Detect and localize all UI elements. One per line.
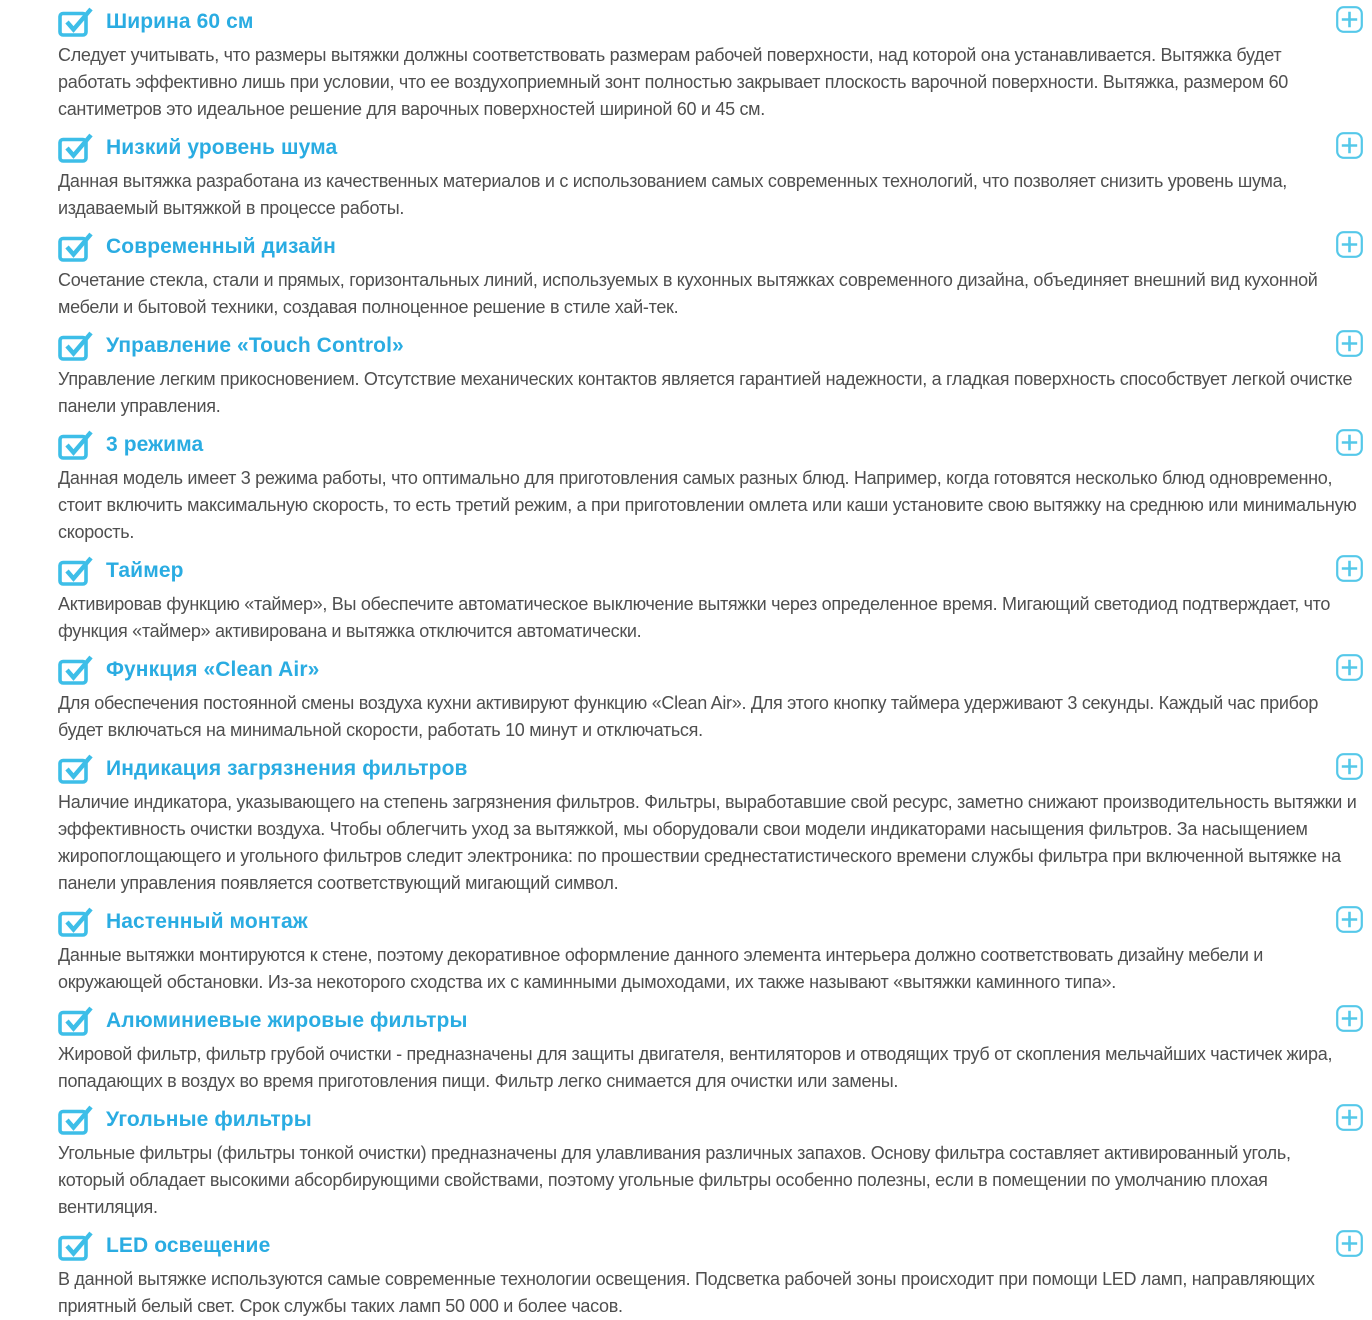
expand-plus-button[interactable] (1336, 231, 1363, 258)
feature-description: Управление легким прикосновением. Отсутствие механических контактов является гарантией надежности, а гладкая поверхность способствует легкой очистке панели управления. (58, 369, 1353, 416)
expand-plus-button[interactable] (1336, 1230, 1363, 1257)
feature-title: Алюминиевые жировые фильтры (106, 1009, 468, 1032)
feature-section (58, 330, 1363, 420)
plus-icon (1336, 906, 1363, 933)
checked-checkbox-icon (58, 655, 94, 685)
expand-plus-button[interactable] (1336, 1104, 1363, 1131)
feature-title: Функция «Clean Air» (106, 658, 320, 681)
feature-description: Жировой фильтр, фильтр грубой очистки - предназначены для защиты двигателя, вентиляторов и отводящих труб от скопления мельчайших частичек жира, попадающих в воздух во время приготовления пищи. Фильтр легко снимается для очистки или замены. (58, 1044, 1333, 1091)
checked-checkbox-icon (58, 556, 94, 586)
feature-header (58, 1230, 1363, 1262)
plus-icon (1336, 6, 1363, 33)
checked-checkbox-icon (58, 331, 94, 361)
feature-description: Для обеспечения постоянной смены воздуха кухни активируют функцию «Clean Air». Для этого кнопку таймера удерживают 3 секунды. Каждый час прибор будет включаться на минимальной скорости, работать 10 минут и отключаться. (58, 693, 1319, 740)
expand-plus-button[interactable] (1336, 906, 1363, 933)
feature-section (58, 555, 1363, 645)
feature-description: Угольные фильтры (фильтры тонкой очистки) предназначены для улавливания различных запахов. Основу фильтра составляет активированный уголь, который обладает высокими абсорбирующими свойствами, поэтому угольные фильтры особенно полезны, если в помещении по умолчанию плохая вентиляция. (58, 1143, 1291, 1217)
plus-icon (1336, 330, 1363, 357)
feature-section (58, 654, 1363, 744)
expand-plus-button[interactable] (1336, 132, 1363, 159)
checked-checkbox-icon (58, 754, 94, 784)
feature-title: Ширина 60 см (106, 10, 254, 33)
feature-description: Следует учитывать, что размеры вытяжки должны соответствовать размерам рабочей поверхности, над которой она устанавливается. Вытяжка будет работать эффективно лишь при условии, что ее воздухоприемный зонт полностью закрывает плоскость варочной поверхности. Вытяжка, размером 60 сантиметров это идеальное решение для варочных поверхностей шириной 60 и 45 см. (58, 45, 1289, 119)
feature-title: Современный дизайн (106, 235, 336, 258)
plus-icon (1336, 231, 1363, 258)
feature-title: Низкий уровень шума (106, 136, 338, 159)
feature-section (58, 1104, 1363, 1221)
feature-section (58, 429, 1363, 546)
feature-section (58, 1230, 1363, 1320)
feature-header (58, 330, 1363, 362)
checked-checkbox-icon (58, 133, 94, 163)
feature-header (58, 429, 1363, 461)
checked-checkbox-icon (58, 7, 94, 37)
checked-checkbox-icon (58, 232, 94, 262)
plus-icon (1336, 1005, 1363, 1032)
feature-section (58, 231, 1363, 321)
checked-checkbox-icon (58, 430, 94, 460)
feature-title: Угольные фильтры (106, 1108, 312, 1131)
feature-section (58, 132, 1363, 222)
feature-section (58, 753, 1363, 897)
feature-header (58, 6, 1363, 38)
plus-icon (1336, 132, 1363, 159)
checked-checkbox-icon (58, 1006, 94, 1036)
feature-header (58, 231, 1363, 263)
plus-icon (1336, 753, 1363, 780)
feature-description: Данные вытяжки монтируются к стене, поэтому декоративное оформление данного элемента интерьера должно соответствовать дизайну мебели и окружающей обстановки. Из-за некоторого сходства их с каминными дымоходами, их также называют «вытяжки каминного типа». (58, 945, 1264, 992)
feature-header (58, 1104, 1363, 1136)
checked-checkbox-icon (58, 1105, 94, 1135)
feature-section (58, 1005, 1363, 1095)
feature-header (58, 654, 1363, 686)
feature-title: Индикация загрязнения фильтров (106, 757, 468, 780)
feature-description: Данная вытяжка разработана из качественных материалов и с использованием самых современных технологий, что позволяет снизить уровень шума, издаваемый вытяжкой в процессе работы. (58, 171, 1287, 218)
feature-description: Данная модель имеет 3 режима работы, что оптимально для приготовления самых разных блюд. Например, когда готовятся несколько блюд одновременно, стоит включить максимальную скорость, то есть третий режим, а при приготовлении омлета или каши установите свою вытяжку на среднюю или минимальную скорость. (58, 468, 1357, 542)
expand-plus-button[interactable] (1336, 753, 1363, 780)
plus-icon (1336, 1230, 1363, 1257)
expand-plus-button[interactable] (1336, 429, 1363, 456)
feature-title: 3 режима (106, 433, 204, 456)
plus-icon (1336, 555, 1363, 582)
feature-title: LED освещение (106, 1234, 271, 1257)
feature-title: Настенный монтаж (106, 910, 308, 933)
feature-section (58, 906, 1363, 996)
feature-header (58, 555, 1363, 587)
feature-header (58, 753, 1363, 785)
feature-description: В данной вытяжке используются самые современные технологии освещения. Подсветка рабочей зоны происходит при помощи LED ламп, направляющих приятный белый свет. Срок службы таких ламп 50 000 и более часов. (58, 1269, 1315, 1316)
feature-description: Наличие индикатора, указывающего на степень загрязнения фильтров. Фильтры, выработавшие свой ресурс, заметно снижают производительность вытяжки и эффективность очистки воздуха. Чтобы облегчить уход за вытяжкой, мы оборудовали свои модели индикаторами насыщения фильтров. За насыщением жиропоглощающего и угольного фильтров следит электроника: по прошествии среднестатистического времени службы фильтра при включенной вытяжке на панели управления появляется соответствующий мигающий символ. (58, 792, 1357, 893)
feature-header (58, 132, 1363, 164)
feature-header (58, 1005, 1363, 1037)
plus-icon (1336, 654, 1363, 681)
expand-plus-button[interactable] (1336, 1005, 1363, 1032)
feature-section (58, 6, 1363, 123)
expand-plus-button[interactable] (1336, 6, 1363, 33)
feature-description: Активировав функцию «таймер», Вы обеспечите автоматическое выключение вытяжки через определенное время. Мигающий светодиод подтверждает, что функция «таймер» активирована и вытяжка отключится автоматически. (58, 594, 1331, 641)
feature-title: Управление «Touch Control» (106, 334, 404, 357)
feature-description: Сочетание стекла, стали и прямых, горизонтальных линий, используемых в кухонных вытяжках современного дизайна, объединяет внешний вид кухонной мебели и бытовой техники, создавая полноценное решение в стиле хай-тек. (58, 270, 1318, 317)
plus-icon (1336, 1104, 1363, 1131)
expand-plus-button[interactable] (1336, 330, 1363, 357)
expand-plus-button[interactable] (1336, 654, 1363, 681)
checked-checkbox-icon (58, 907, 94, 937)
feature-header (58, 906, 1363, 938)
feature-title: Таймер (106, 559, 184, 582)
plus-icon (1336, 429, 1363, 456)
checked-checkbox-icon (58, 1231, 94, 1261)
expand-plus-button[interactable] (1336, 555, 1363, 582)
